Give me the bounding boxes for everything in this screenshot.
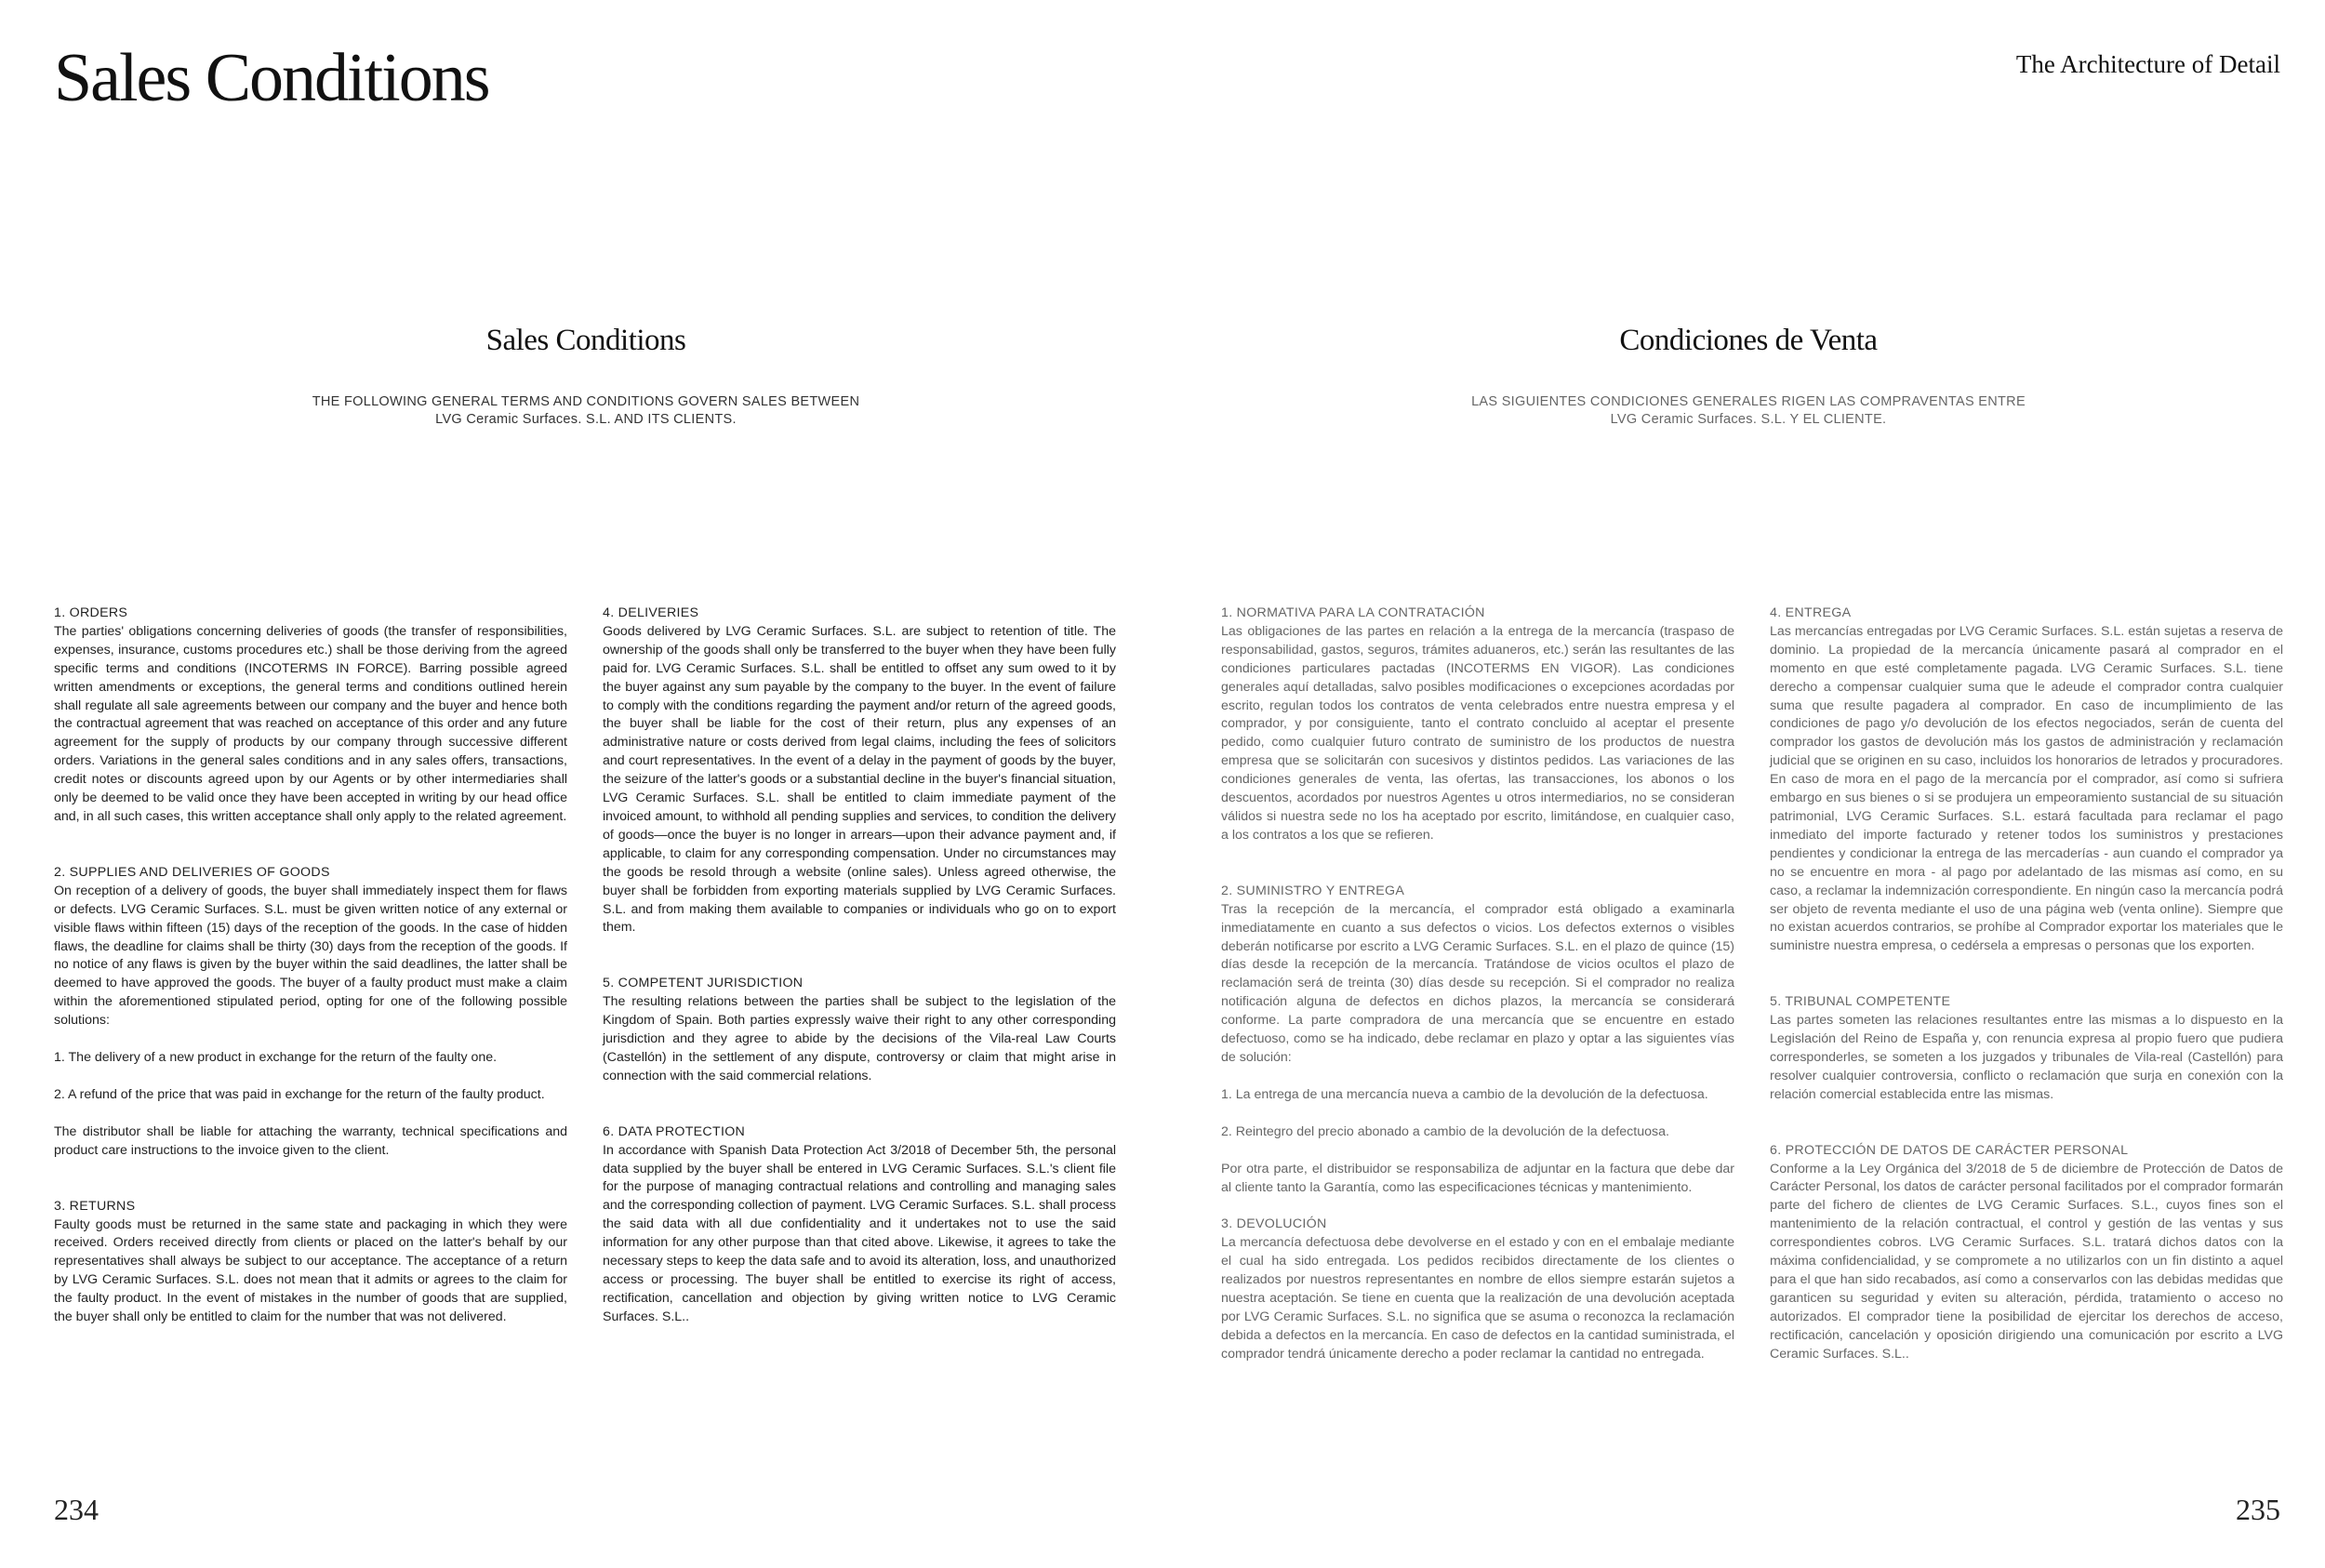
section-heading-spanish: Condiciones de Venta — [1619, 324, 1878, 357]
section-body: Las mercancías entregadas por LVG Ceramic Surfaces. S.L. están sujetas a reserva de dominio. La propiedad de la mercancía únicamente pasará al comprador en el momento en que esté completamente pagada. LVG Ceramic Surfaces. S.L. tiene derecho a compensar cualquier suma que le adeude el comprador contra cualquier suma que resulte pagadera al comprador. En caso de incumplimiento de las condiciones de pago y/o devolución de los efectos negociados, serán de cuenta del comprador los gastos de devolución más los gastos de administración y reclamación judicial que se originen en su caso, incluidos los honorarios de letrados y procuradores. En caso de mora en el pago de la mercancía por el comprador, así como si sufriera embargo en sus bienes o si se produjera un empeoramiento sustancial de su situación patrimonial, LVG Ceramic Surfaces. S.L. estará facultada para reclamar el pago inmediato del importe facturado y retener todos los suministros y prestaciones pendientes y condicionar la entrega de las mercaderías - aun cuando el comprador ya no se encuentre en mora - al pago por adelantado de las mismas así como, en su caso, a reclamar la indemnización correspondiente. En ningún caso la mercancía podrá ser objeto de reventa mediante el uso de una página web (venta online). Siempre que no existan acuerdos contrarios, se prohíbe al Comprador exportar los materiales que le suministre nuestra empresa, o cedérsela a empresas o personas que los exporten. — [1770, 623, 2283, 954]
section-title: 6. DATA PROTECTION — [603, 1123, 746, 1139]
option-2: 2. A refund of the price that was paid in exchange for the return of the faulty product. — [54, 1086, 545, 1102]
section-body: Goods delivered by LVG Ceramic Surfaces. S.L. are subject to retention of title. The ownership of the goods shall only be transferred to the buyer when they have been fully paid for. LVG Ceramic Surfaces. S.L. shall be entitled to offset any sum owed to it by the buyer against any sum payable by the company to the buyer. In the event of failure to comply with the conditions regarding the payment and/or return of the agreed goods, the buyer shall be liable for the cost of their return, plus any expenses of an administrative nature or costs derived from legal claims, including the fees of solicitors and court representatives. In the event of a delay in the payment of goods by the buyer, the seizure of the latter's goods or a substantial decline in the buyer's financial situation, LVG Ceramic Surfaces. S.L. shall be entitled to claim immediate payment of the invoiced amount, to withhold all pending supplies and services, to condition the delivery of goods—once the buyer is no longer in arrears—upon their advance payment and, if applicable, to claim for any corresponding compensation. Under no circumstances may the goods be resold through a website (online sales). Unless agreed otherwise, the buyer shall be forbidden from exporting materials supplied by LVG Ceramic Surfaces. S.L. and from making them available to companies or individuals who go on to export them. — [603, 623, 1116, 936]
section-jurisdiction — [603, 975, 1116, 1085]
section-body: Faulty goods must be returned in the same state and packaging in which they were received. Orders received directly from clients or placed on the latter's behalf by our representatives shall always be subject to our acceptance. The acceptance of a return by LVG Ceramic Surfaces. S.L. does not mean that it admits or agrees to the claim for the faulty product. In the event of mistakes in the number of goods that are supplied, the buyer shall only be entitled to claim for the number that was not delivered. — [54, 1216, 567, 1325]
distributor-note: Por otra parte, el distribuidor se responsabiliza de adjuntar en la factura que debe dar al cliente tanto la Garantía, como las especificaciones técnicas y mantenimiento. — [1221, 1161, 1734, 1195]
column-english-2 — [603, 605, 1116, 1327]
section-entrega — [1770, 605, 2283, 956]
option-1: 1. La entrega de una mercancía nueva a cambio de la devolución de la defectuosa. — [1221, 1086, 1708, 1102]
section-title: 4. ENTREGA — [1770, 605, 1852, 620]
section-body: The resulting relations between the parties shall be subject to the legislation of the Kingdom of Spain. Both parties expressly waive their right to any other corresponding jurisdiction and they agree to abide by the decisions of the Vila-real Law Courts (Castellón) in the settlement of any dispute, controversy or claim that might arise in connection with the said commercial relations. — [603, 994, 1116, 1083]
section-heading-english: Sales Conditions — [485, 324, 686, 357]
section-title: 3. RETURNS — [54, 1198, 136, 1214]
section-title: 5. COMPETENT JURISDICTION — [603, 976, 804, 991]
distributor-note: The distributor shall be liable for attaching the warranty, technical specifications and product care instructions to the invoice given to the client. — [54, 1123, 567, 1158]
section-orders — [54, 605, 567, 827]
intro-line-1: THE FOLLOWING GENERAL TERMS AND CONDITIONS GOVERN SALES BETWEEN — [312, 394, 860, 409]
section-body: In accordance with Spanish Data Protection Act 3/2018 of December 5th, the personal data supplied by the buyer shall be entered in LVG Ceramic Surfaces. S.L.'s client file for the purpose of managing contractual relations and controlling and managing sales and the corresponding collection of payment. LVG Ceramic Surfaces. S.L. shall process the said data with all due confidentiality and it undertakes not to use the said information for any other purpose than that cited above. Likewise, it agrees to take the necessary steps to keep the data safe and to avoid its alteration, loss, and unauthorized access or processing. The buyer shall be entitled to exercise its right of access, rectification, cancellation and objection by giving written notice to LVG Ceramic Surfaces. S.L.. — [603, 1142, 1116, 1324]
section-data-protection — [603, 1123, 1116, 1327]
section-deliveries — [603, 605, 1116, 937]
column-spanish-2 — [1770, 605, 2283, 1364]
section-body: Las partes someten las relaciones resultantes entre las mismas a lo dispuesto en la Legislación del Reino de España y, con renuncia expresa al propio fuero que pudiera corresponderles, se someten a los juzgados y tribunales de Vila-real (Castellón) para resolver cualquier controversia, conflicto o reclamación que surja en conexión con la relación comercial establecida entre las mismas. — [1770, 1013, 2283, 1102]
section-returns — [54, 1198, 567, 1327]
section-title: 3. DEVOLUCIÓN — [1221, 1216, 1327, 1232]
section-title: 6. PROTECCIÓN DE DATOS DE CARÁCTER PERSONAL — [1770, 1142, 2129, 1158]
page-number-right: 235 — [2236, 1493, 2280, 1526]
section-title: 2. SUMINISTRO Y ENTREGA — [1221, 883, 1405, 898]
section-supplies — [54, 864, 567, 1161]
intro-line-2: LVG Ceramic Surfaces. S.L. AND ITS CLIENTS. — [435, 412, 737, 427]
section-title: 5. TRIBUNAL COMPETENTE — [1770, 994, 1951, 1010]
section-body: The parties' obligations concerning deliveries of goods (the transfer of responsibilities, expenses, insurance, customs procedures etc.) shall be those deriving from the agreed specific terms and conditions (INCOTERMS IN FORCE). Barring possible agreed written amendments or exceptions, the general terms and conditions outlined herein shall regulate all sale agreements between our company and the buyer and hence both the contractual agreement that was reached on acceptance of this order and any future agreement for the supply of products by our company through successive different orders. Variations in the general sales conditions and in any sales offers, transactions, credit notes or discounts agreed upon by our Agents or by other intermediaries shall only be deemed to be valid once they have been accepted in writing by our head office and, in all such cases, this written acceptance shall only apply to the related agreement. — [54, 623, 567, 824]
intro-english — [251, 324, 921, 429]
section-proteccion — [1770, 1142, 2283, 1364]
page-title: Sales Conditions — [54, 40, 489, 116]
option-1: 1. The delivery of a new product in exchange for the return of the faulty one. — [54, 1050, 498, 1066]
column-spanish-1 — [1221, 605, 1734, 1364]
page-number-left: 234 — [54, 1493, 99, 1526]
section-normativa — [1221, 605, 1734, 845]
section-title: 1. ORDERS — [54, 605, 128, 620]
intro-line-1: LAS SIGUIENTES CONDICIONES GENERALES RIGEN LAS COMPRAVENTAS ENTRE — [1471, 394, 2026, 409]
intro-spanish — [1414, 324, 2083, 429]
section-title: 4. DELIVERIES — [603, 605, 699, 620]
section-body: Las obligaciones de las partes en relación a la entrega de la mercancía (traspaso de responsabilidad, gastos, seguros, trámites aduaneros, etc.) serán las resultantes de las condiciones particulares pactadas (INCOTERMS EN VIGOR). Las condiciones generales aquí detalladas, salvo posibles modificaciones o excepciones acordadas por escrito, regulan todos los contratos de venta celebrados entre nuestra empresa y el comprador, y por consiguiente, tanto el contrato concluido al aceptar el presente pedido, como cualquier futuro contrato de suministro de los productos de nuestra empresa que se solicitarán con sucesivos y distintos pedidos. Las variaciones de las condiciones generales de venta, las ofertas, las transacciones, los abonos o los descuentos, acordados por nuestros Agentes u otros intermediarios, no se consideran válidos si nuestra sede no los ha aceptado por escrito, limitándose, en cualquier caso, a los contratos a los que se refieren. — [1221, 623, 1734, 843]
section-devolucion — [1221, 1216, 1734, 1363]
section-title: 1. NORMATIVA PARA LA CONTRATACIÓN — [1221, 605, 1485, 620]
section-tribunal — [1770, 993, 2283, 1104]
column-english-1 — [54, 605, 567, 1327]
section-suministro — [1221, 883, 1734, 1198]
section-title: 2. SUPPLIES AND DELIVERIES OF GOODS — [54, 864, 330, 880]
option-2: 2. Reintegro del precio abonado a cambio de la devolución de la defectuosa. — [1221, 1123, 1669, 1139]
section-body: La mercancía defectuosa debe devolverse en el estado y con en el embalaje mediante el cual ha sido entregada. Los pedidos recibidos directamente de los clientes o realizados por nuestros representantes en nombre de ellos siempre estarán sujetos a nuestra aceptación. Se tiene en cuenta que la realización de una devolución aceptada por LVG Ceramic Surfaces. S.L. no significa que se asuma o reconozca la reclamación debida a defectos en la mercancía. En caso de defectos en la cantidad suministrada, el comprador tendrá únicamente derecho a poder reclamar la cantidad no entregada. — [1221, 1235, 1734, 1362]
section-body: On reception of a delivery of goods, the buyer shall immediately inspect them for flaws or defects. LVG Ceramic Surfaces. S.L. must be given written notice of any external or visible flaws within fifteen (15) days of the reception of the goods. In the case of hidden flaws, the deadline for claims shall be thirty (30) days from the reception of the goods. If no notice of any flaws is given by the buyer within the said deadlines, the latter shall be deemed to have approved the goods. The buyer of a faulty product must make a claim within the aforementioned stipulated period, opting for one of the following possible solutions: — [54, 883, 567, 1029]
intro-line-2: LVG Ceramic Surfaces. S.L. Y EL CLIENTE. — [1610, 412, 1887, 427]
section-body: Conforme a la Ley Orgánica del 3/2018 de 5 de diciembre de Protección de Datos de Carácter Personal, los datos de carácter personal facilitados por el comprador formarán parte del fichero de clientes de LVG Ceramic Surfaces. S.L., cuyos fines son el mantenimiento de la relación contractual, el control y gestión de las ventas y sus correspondientes cobros. LVG Ceramic Surfaces. S.L. tratará dichos datos con la máxima confidencialidad, y se compromete a no utilizarlos con un fin distinto a aquel para el que han sido recabados, así como a conservarlos con las debidas medidas que garanticen su seguridad y eviten su alteración, pérdida, tratamiento o acceso no autorizados. El comprador tiene la posibilidad de ejercitar los derechos de acceso, rectificación, cancelación y oposición dirigiendo una comunicación por escrito a LVG Ceramic Surfaces. S.L.. — [1770, 1161, 2283, 1362]
section-body: Tras la recepción de la mercancía, el comprador está obligado a examinarla inmediatamente en cuanto a sus defectos o vicios. Los defectos externos o visibles deberán notificarse por escrito a LVG Ceramic Surfaces. S.L. en el plazo de quince (15) días desde la recepción de la mercancía. Tratándose de vicios ocultos el plazo de reclamación será de treinta (30) días desde su recepción. Si el comprador no realiza notificación alguna de defectos en dichos plazos, la mercancía se considerará conforme. La parte compradora de una mercancía que se encuentre en estado defectuoso, como se ha indicado, debe reclamar en plazo y optar a las siguientes vías de solución: — [1221, 901, 1734, 1065]
brand-tagline: The Architecture of Detail — [2015, 50, 2280, 78]
